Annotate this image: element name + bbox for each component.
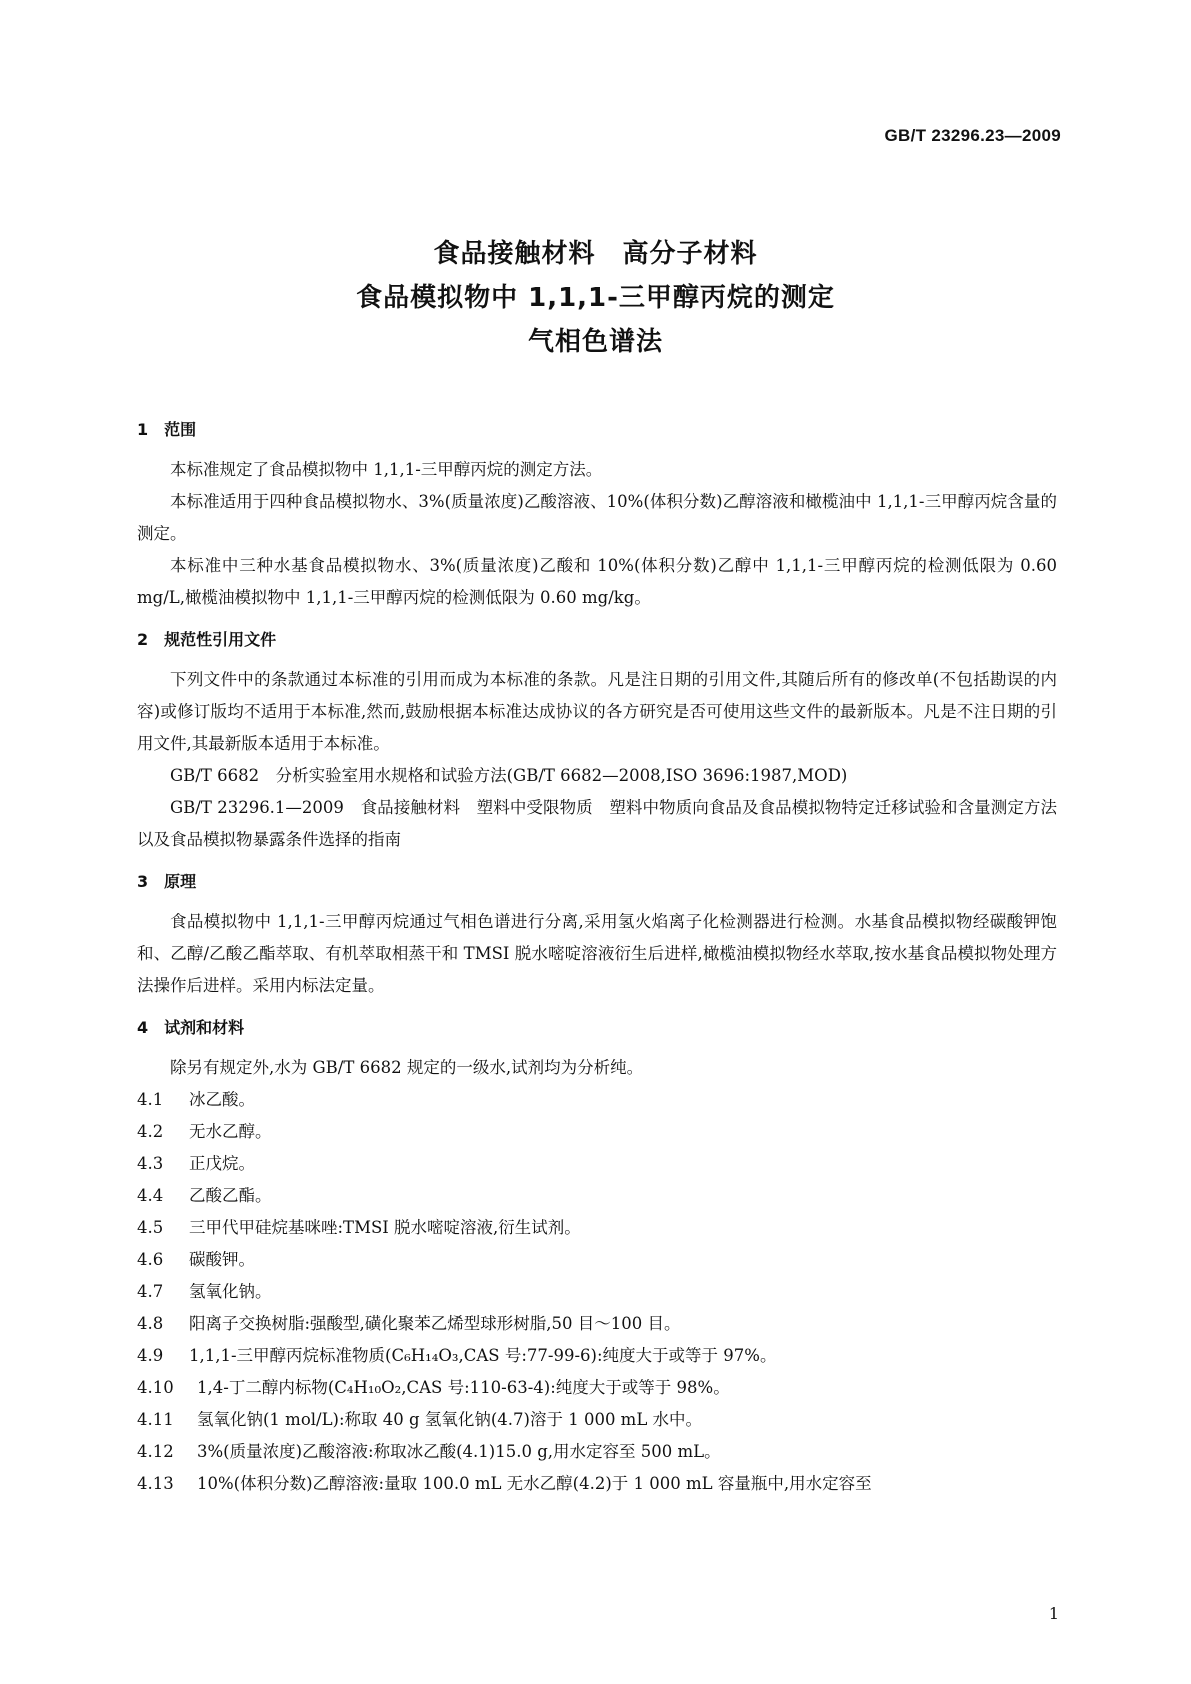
list-item xyxy=(137,1084,1057,1116)
section-3-heading: 3 原理 xyxy=(137,872,197,891)
list-item xyxy=(137,1116,1057,1148)
section-2-paragraph: 下列文件中的条款通过本标准的引用而成为本标准的条款。凡是注日期的引用文件,其随后所有的修改单(不包括勘误的内容)或修订版均不适用于本标准,然而,鼓励根据本标准达成协议的各方研究是否可使用这些文件的最新版本。凡是不注日期的引用文件,其最新版本适用于本标准。 xyxy=(137,670,1057,753)
document-body xyxy=(137,414,1063,1500)
section-3-paragraph: 食品模拟物中 1,1,1-三甲醇丙烷通过气相色谱进行分离,采用氢火焰离子化检测器进行检测。水基食品模拟物经碳酸钾饱和、乙醇/乙酸乙酯萃取、有机萃取相蒸干和 TMSI 脱水嘧啶溶液衍生后进样,橄榄油模拟物经水萃取,按水基食品模拟物处理方法操作后进样。采用内标法定量。 xyxy=(137,912,1057,995)
reference-gbt-23296-1: GB/T 23296.1—2009 食品接触材料 塑料中受限物质 塑料中物质向食品及食品模拟物特定迁移试验和含量测定方法以及食品模拟物暴露条件选择的指南 xyxy=(137,798,1057,849)
item-text: 1,4-丁二醇内标物(C₄H₁₀O₂,CAS 号:110-63-4):纯度大于或等于 98%。 xyxy=(197,1378,730,1397)
item-text: 无水乙醇。 xyxy=(189,1122,272,1141)
item-text: 冰乙酸。 xyxy=(189,1090,255,1109)
item-number: 4.7 xyxy=(137,1282,164,1301)
list-item xyxy=(137,1308,1057,1340)
list-item xyxy=(137,1404,1057,1436)
section-1-paragraph: 本标准规定了食品模拟物中 1,1,1-三甲醇丙烷的测定方法。 xyxy=(170,460,603,479)
item-number: 4.5 xyxy=(137,1218,164,1237)
item-text: 3%(质量浓度)乙酸溶液:称取冰乙酸(4.1)15.0 g,用水定容至 500 mL。 xyxy=(197,1442,721,1461)
page-number: 1 xyxy=(1048,1604,1059,1623)
section-1-heading: 1 范围 xyxy=(137,420,197,439)
section-1-paragraph: 本标准适用于四种食品模拟物水、3%(质量浓度)乙酸溶液、10%(体积分数)乙醇溶液和橄榄油中 1,1,1-三甲醇丙烷含量的测定。 xyxy=(137,492,1057,543)
item-text: 阳离子交换树脂:强酸型,磺化聚苯乙烯型球形树脂,50 目～100 目。 xyxy=(189,1314,681,1333)
list-item xyxy=(137,1340,1057,1372)
list-item xyxy=(137,1436,1057,1468)
title-line-1: 食品接触材料 高分子材料 xyxy=(433,239,758,269)
item-text: 10%(体积分数)乙醇溶液:量取 100.0 mL 无水乙醇(4.2)于 1 000 mL 容量瓶中,用水定容至 xyxy=(197,1474,872,1493)
document-title xyxy=(0,232,1191,364)
list-item xyxy=(137,1180,1057,1212)
item-number: 4.10 xyxy=(137,1378,174,1397)
item-text: 乙酸乙酯。 xyxy=(189,1186,272,1205)
item-text: 氢氧化钠(1 mol/L):称取 40 g 氢氧化钠(4.7)溶于 1 000 mL 水中。 xyxy=(197,1410,703,1429)
item-number: 4.6 xyxy=(137,1250,164,1269)
item-number: 4.8 xyxy=(137,1314,164,1333)
reference-gbt-6682: GB/T 6682 分析实验室用水规格和试验方法(GB/T 6682—2008,ISO 3696:1987,MOD) xyxy=(170,766,848,785)
list-item xyxy=(137,1212,1057,1244)
section-4-intro: 除另有规定外,水为 GB/T 6682 规定的一级水,试剂均为分析纯。 xyxy=(170,1058,644,1077)
item-number: 4.3 xyxy=(137,1154,164,1173)
title-line-2: 食品模拟物中 1,1,1-三甲醇丙烷的测定 xyxy=(356,283,835,313)
item-number: 4.2 xyxy=(137,1122,164,1141)
item-number: 4.9 xyxy=(137,1346,164,1365)
item-text: 正戊烷。 xyxy=(189,1154,255,1173)
item-number: 4.13 xyxy=(137,1474,174,1493)
item-number: 4.1 xyxy=(137,1090,164,1109)
list-item xyxy=(137,1148,1057,1180)
section-2-heading: 2 规范性引用文件 xyxy=(137,630,277,649)
item-number: 4.12 xyxy=(137,1442,174,1461)
standard-number: GB/T 23296.23—2009 xyxy=(884,126,1061,145)
item-text: 1,1,1-三甲醇丙烷标准物质(C₆H₁₄O₃,CAS 号:77-99-6):纯度大于或等于 97%。 xyxy=(189,1346,777,1365)
list-item xyxy=(137,1276,1057,1308)
title-line-3: 气相色谱法 xyxy=(527,327,663,357)
section-4-heading: 4 试剂和材料 xyxy=(137,1018,245,1037)
item-number: 4.11 xyxy=(137,1410,174,1429)
list-item xyxy=(137,1468,1057,1500)
item-number: 4.4 xyxy=(137,1186,164,1205)
list-item xyxy=(137,1244,1057,1276)
item-text: 三甲代甲硅烷基咪唑:TMSI 脱水嘧啶溶液,衍生试剂。 xyxy=(189,1218,581,1237)
section-1-paragraph: 本标准中三种水基食品模拟物水、3%(质量浓度)乙酸和 10%(体积分数)乙醇中 1,1,1-三甲醇丙烷的检测低限为 0.60 mg/L,橄榄油模拟物中 1,1,1-三甲醇丙烷的检测低限为 0.60 mg/kg。 xyxy=(137,556,1063,607)
item-text: 碳酸钾。 xyxy=(189,1250,255,1269)
item-text: 氢氧化钠。 xyxy=(189,1282,272,1301)
list-item xyxy=(137,1372,1057,1404)
